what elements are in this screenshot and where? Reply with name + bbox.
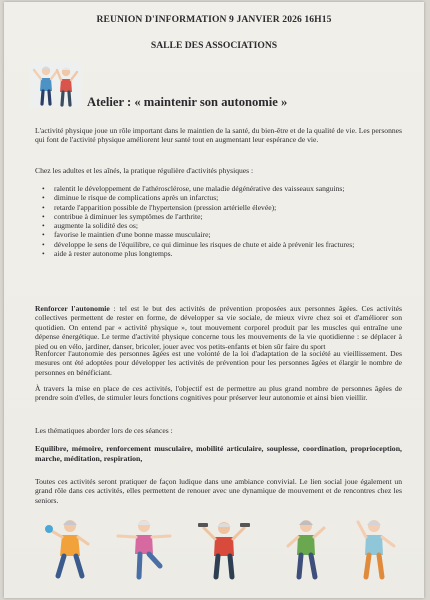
list-item: • développe le sens de l'équilibre, ce qui diminue les risques de chute et aide à prévenir les fractures; — [38, 240, 400, 249]
list-item: • diminue le risque de complications après un infarctus; — [38, 193, 400, 202]
senior-figure — [288, 520, 324, 577]
list-item: • aide à rester autonome plus longtemps. — [38, 249, 400, 258]
intro-paragraph — [35, 126, 402, 145]
lead-paragraph — [35, 166, 402, 175]
travers-text: À travers la mise en place de ces activités, l'objectif est de permettre au plus grand nombre de personnes âgées de prendre soin d'elles, de stimuler leurs fonctions cognitives pour préserver leur autonomie et ainsi bien vieillir. — [35, 384, 402, 403]
flyer-sheet — [4, 2, 424, 598]
benefits-list — [38, 184, 400, 258]
renforcer-bold: Renforcer l'autonomie — [35, 304, 110, 313]
list-item: • favorise le maintien d'une bonne masse musculaire; — [38, 230, 400, 239]
meeting-heading: REUNION D'INFORMATION 9 JANVIER 2026 16H15 — [96, 14, 332, 25]
themes-intro-paragraph — [35, 426, 402, 435]
atelier-title: Atelier : « maintenir son autonomie » — [87, 95, 288, 109]
senior-figure — [45, 520, 88, 576]
list-item: • augmente la solidité des os; — [38, 221, 400, 230]
lead-text: Chez les adultes et les aînés, la pratique régulière d'activités physiques : — [35, 166, 254, 175]
senior-figure — [198, 522, 250, 577]
renforcer-text: : tel est le but des activités de prévention proposées aux personnes âgées. Ces activités collectives permettent de rester en forme, de développer sa vie sociale, de mieux vivre chez soi et d'améliorer son quotidien. On entend par « activité physique », tout mouvement corporel produit par les muscles qui entraîne une dépense énergétique. Le terme d'activité physique concerne tous les mouvements de la vie quotidienne : se déplacer à pied ou en vélo, jardiner, danser, bricoler, jouer avec vos petits-enfants et bien sûr faire du sport — [35, 304, 402, 351]
intro-text: L'activité physique joue un rôle important dans le maintien de la santé, du bien-être et de la qualité de vie. Les personnes qui font de l'activité physique améliorent leur santé tout en augmentant leur espérance de vie. — [35, 126, 402, 145]
seniors-stretching-icon — [30, 62, 82, 108]
senior-figure — [118, 520, 170, 577]
themes-list: Equilibre, mémoire, renforcement musculaire, mobilité articulaire, souplesse, coordination, proprioception, marche, méditation, respiration, — [35, 444, 402, 463]
travers-paragraph — [35, 384, 402, 403]
vieillissement-text: Renforcer l'autonomie des personnes âgées est une volonté de la loi d'adaptation de la société au vieillissement. Des mesures ont été adoptées pour développer les activités de prévention pour les personnes âgées et élargir le nombre de personnes en bénéficiant. — [35, 349, 402, 377]
vieillissement-paragraph — [35, 349, 402, 377]
themes-intro-text: Les thématiques aborder lors de ces séances : — [35, 426, 173, 435]
toutes-paragraph — [35, 477, 402, 505]
toutes-text: Toutes ces activités seront pratiquer de façon ludique dans une ambiance convivial. Le lien social joue également un grand rôle dans ces activités, elles permettent de renouer avec une dynamique de mouvement et de rencontres chez les seniors. — [35, 477, 402, 505]
list-item: • ralentit le développement de l'athérosclérose, une maladie dégénérative des vaisseaux sanguins; — [38, 184, 400, 193]
seniors-exercising-illustration — [44, 516, 404, 582]
senior-figure — [358, 520, 394, 577]
venue-heading: SALLE DES ASSOCIATIONS — [150, 40, 278, 51]
renforcer-paragraph — [35, 304, 402, 351]
list-item: • contribue à diminuer les symptômes de l'arthrite; — [38, 212, 400, 221]
list-item: • retarde l'apparition possible de l'hypertension (pression artérielle élevée); — [38, 203, 400, 212]
